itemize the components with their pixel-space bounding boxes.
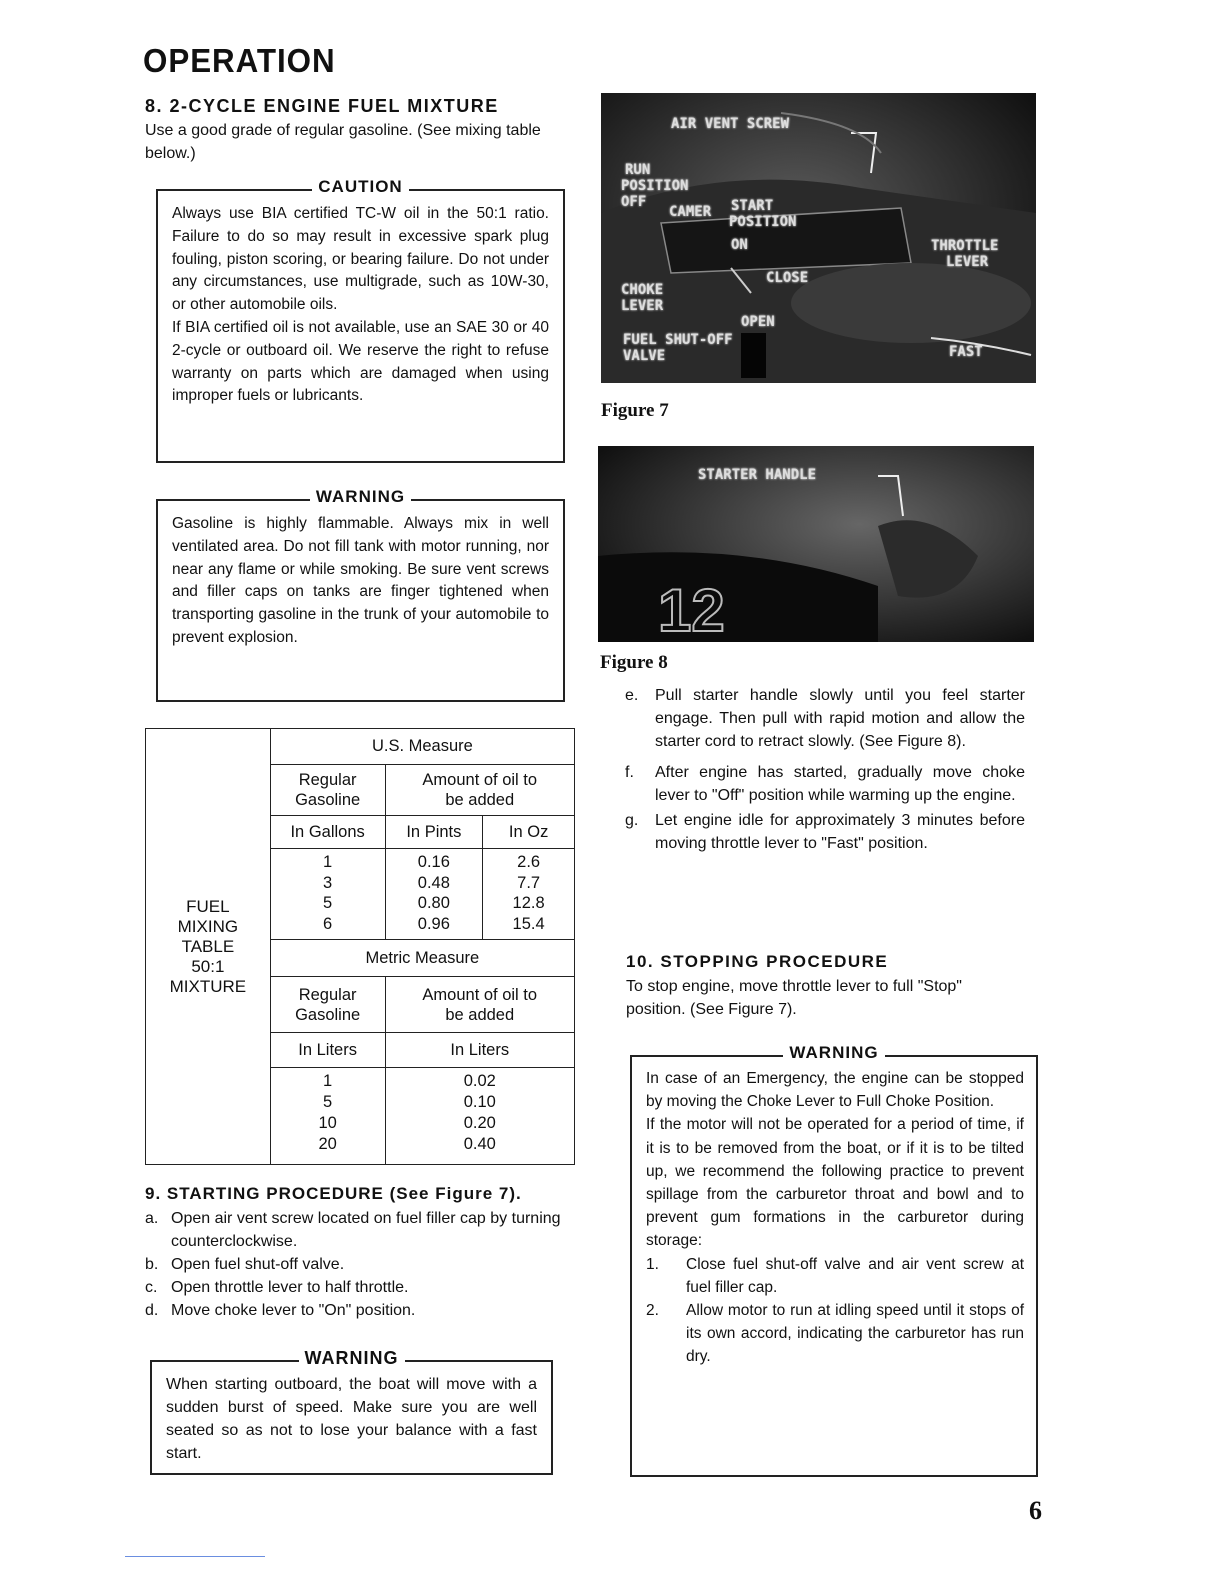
section-8-heading: 8. 2-CYCLE ENGINE FUEL MIXTURE	[145, 96, 499, 116]
col-liters-gasoline: In Liters	[270, 1033, 385, 1067]
section-9-heading: 9. STARTING PROCEDURE (See Figure 7).	[145, 1184, 522, 1203]
caution-box	[156, 177, 565, 463]
list-item: c. Open throttle lever to half throttle.	[145, 1279, 409, 1296]
label-throttle: THROTTLE	[931, 238, 999, 254]
metric-liters-values: 1 5 10 20	[270, 1067, 385, 1164]
us-measure-title: U.S. Measure	[270, 729, 574, 765]
warning-text-2: If the motor will not be operated for a period of time, if it is to be removed from the boat, or if it is to be tilted up, we recommend the following practice to prevent spillage from the carburetor throat and bowl and to prevent gum formations in the carburetor during storage:	[646, 1116, 1024, 1250]
figure-7-photo	[601, 93, 1036, 383]
label-air-vent-screw: AIR VENT SCREW	[671, 116, 790, 132]
list-item: a. Open air vent screw located on fuel filler cap by turning counterclockwise.	[145, 1210, 561, 1250]
col-liters-oil: In Liters	[385, 1033, 575, 1067]
label-fast: FAST	[949, 344, 983, 360]
label-start: START	[731, 198, 774, 214]
list-item: d. Move choke lever to "On" position.	[145, 1302, 416, 1319]
label-off: OFF	[621, 194, 647, 210]
label-choke-lever: LEVER	[621, 298, 664, 314]
steps-right-list	[625, 684, 1025, 855]
footer-rule	[125, 1556, 265, 1557]
warning-box-emergency	[630, 1043, 1038, 1477]
warning-title: WARNING	[299, 1348, 405, 1368]
table-label: FUEL MIXING TABLE 50:1 MIXTURE	[146, 729, 271, 1165]
caution-title: CAUTION	[312, 177, 408, 196]
label-on: ON	[731, 237, 748, 253]
label-choke: CHOKE	[621, 282, 664, 298]
metric-col-regular-gasoline: Regular Gasoline	[270, 976, 385, 1033]
label-run-position: POSITION	[621, 178, 689, 194]
us-gallons-values: 1 3 5 6	[270, 849, 385, 940]
col-gallons: In Gallons	[270, 815, 385, 848]
metric-col-amount-oil: Amount of oil to be added	[385, 976, 575, 1033]
list-item: 1. Close fuel shut-off valve and air vent screw at fuel filler cap.	[646, 1255, 1024, 1296]
label-close: CLOSE	[766, 270, 809, 286]
caution-text-1: Always use BIA certified TC-W oil in the 50:1 ratio. Failure to do so may result in excessive spark plug fouling, piston scoring, or bearing failure. Do not under any circumstances, use multigrade, such as 10W-30, or other automobile oils.	[172, 205, 549, 314]
figure-7-caption: Figure 7	[601, 400, 669, 421]
us-oz-values: 2.6 7.7 12.8 15.4	[483, 849, 575, 940]
list-item: g. Let engine idle for approximately 3 minutes before moving throttle lever to "Fast" position.	[625, 812, 1025, 852]
col-oz: In Oz	[483, 815, 575, 848]
section-10-text: To stop engine, move throttle lever to full "Stop" position. (See Figure 7).	[626, 978, 962, 1018]
fuel-mixing-table	[145, 728, 575, 1165]
label-fuel-shutoff: FUEL SHUT-OFF	[623, 332, 733, 348]
caution-text-2: If BIA certified oil is not available, use an SAE 30 or 40 2-cycle or outboard oil. We reserve the right to refuse warranty on parts which are damaged when using improper fuels or lubricants.	[172, 318, 549, 405]
label-camer: CAMER	[669, 204, 712, 220]
label-start-position: POSITION	[729, 214, 797, 230]
warning-box-gasoline	[156, 487, 565, 702]
list-item: 2. Allow motor to run at idling speed until it stops of its own accord, indicating the carburetor has run dry.	[646, 1302, 1024, 1366]
warning-text: Gasoline is highly flammable. Always mix in well ventilated area. Do not fill tank with motor running, nor near any flame or while smoking. Be sure vent screws and filler caps on tanks are finger tightened when transporting gasoline in the trunk of your automobile to prevent explosion.	[172, 515, 549, 646]
col-pints: In Pints	[385, 815, 483, 848]
label-throttle-lever: LEVER	[946, 254, 989, 270]
label-open: OPEN	[741, 314, 775, 330]
warning-text-1: In case of an Emergency, the engine can be stopped by moving the Choke Lever to Full Choke Position.	[646, 1070, 1024, 1111]
page-title: OPERATION	[143, 42, 336, 79]
warning-text: When starting outboard, the boat will move with a sudden burst of speed. Make sure you are well seated so as not to lose your balance with a fast start.	[166, 1376, 537, 1462]
label-run: RUN	[625, 162, 651, 178]
svg-text:12: 12	[658, 577, 725, 642]
list-item: b. Open fuel shut-off valve.	[145, 1256, 345, 1273]
section-10-heading: 10. STOPPING PROCEDURE	[626, 952, 889, 971]
us-pints-values: 0.16 0.48 0.80 0.96	[385, 849, 483, 940]
metric-measure-title: Metric Measure	[270, 940, 574, 976]
list-item: f. After engine has started, gradually move choke lever to "Off" position while warming up the engine.	[625, 764, 1025, 804]
label-valve: VALVE	[623, 348, 666, 364]
col-amount-oil: Amount of oil to be added	[385, 765, 575, 816]
section-9-list	[145, 1207, 575, 1322]
label-starter-handle: STARTER HANDLE	[698, 467, 817, 483]
figure-8-caption: Figure 8	[600, 652, 668, 673]
warning-title: WARNING	[783, 1043, 884, 1062]
metric-oil-values: 0.02 0.10 0.20 0.40	[385, 1067, 575, 1164]
col-regular-gasoline: Regular Gasoline	[270, 765, 385, 816]
figure-8-photo	[598, 446, 1034, 642]
warning-title: WARNING	[310, 487, 411, 506]
section-8-intro: Use a good grade of regular gasoline. (See mixing table below.)	[145, 122, 541, 162]
page-number: 6	[1029, 1496, 1042, 1525]
list-item: e. Pull starter handle slowly until you feel starter engage. Then pull with rapid motion and allow the starter cord to retract slowly. (See Figure 8).	[625, 687, 1025, 750]
warning-box-starting	[150, 1348, 553, 1475]
